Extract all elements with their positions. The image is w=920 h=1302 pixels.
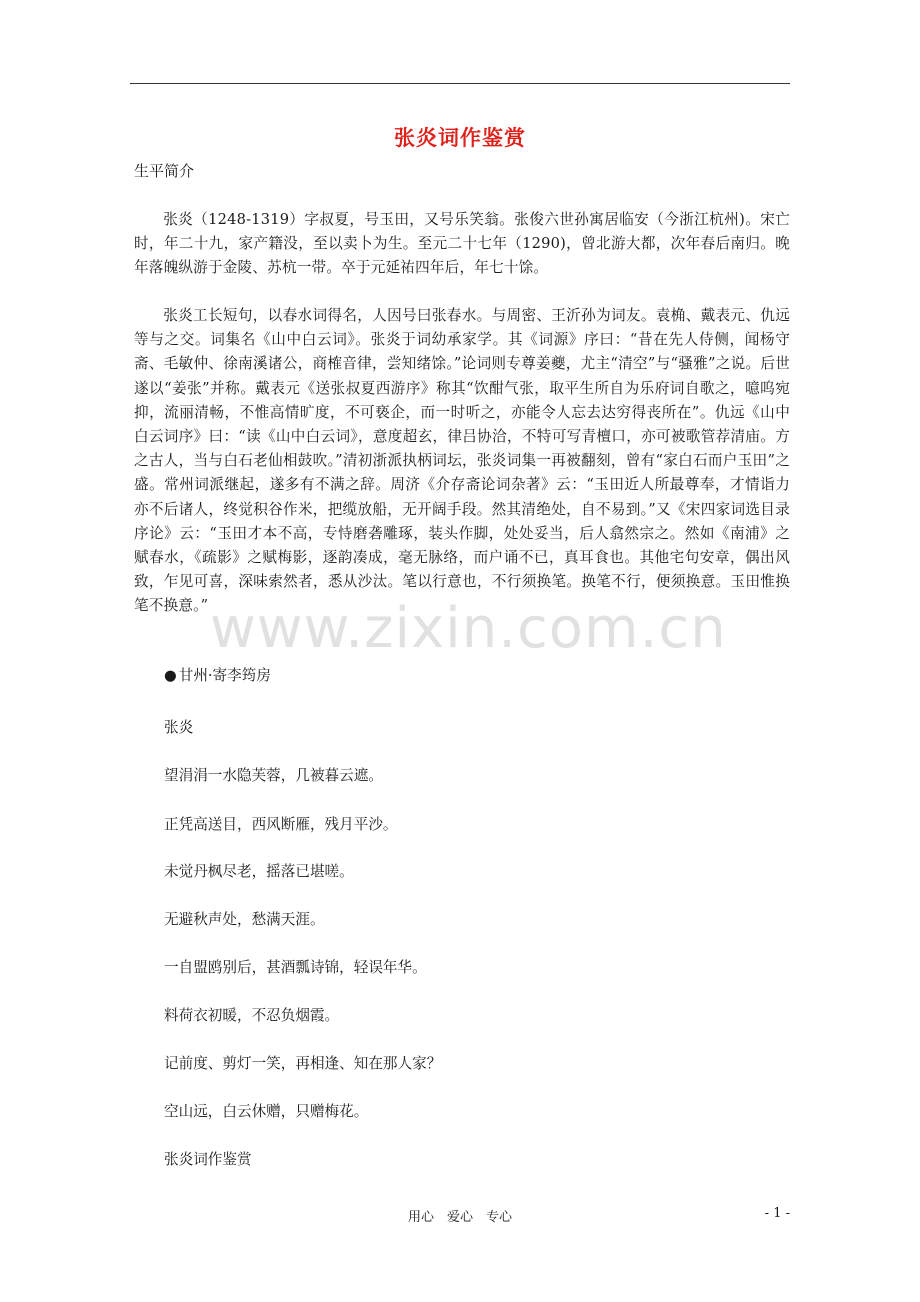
poem-line-7: 记前度、剪灯一笑，再相逢、知在那人家？ [164, 1055, 442, 1072]
poem-title: 甘州·寄李筠房 [178, 667, 271, 684]
poem-line-5: 一自盟鸥别后，甚酒瓢诗锦，轻误年华。 [164, 959, 427, 976]
poem-line-8: 空山远，白云休赠，只赠梅花。 [164, 1103, 369, 1120]
poem-line-2: 正凭高送目，西风断雁，残月平沙。 [164, 816, 398, 833]
poem-line-6: 料荷衣初暖，不忍负烟霞。 [164, 1007, 340, 1024]
poem-line-3: 未觉丹枫尽老，摇落已堪嗟。 [164, 863, 354, 880]
header-rule [130, 83, 790, 84]
bullet-icon: ● [164, 667, 177, 684]
watermark: www.zixin.com.cn [210, 596, 727, 661]
document-title: 张炎词作鉴赏 [394, 125, 526, 150]
page-number: - 1 - [764, 1206, 790, 1221]
poem-line-1: 望涓涓一水隐芙蓉，几被暮云遮。 [164, 767, 383, 784]
poem-line-4: 无避秋声处，愁满天涯。 [164, 911, 325, 928]
footer-motto: 用心 爱心 专心 [407, 1210, 512, 1225]
poem-title-line [164, 666, 271, 686]
biography-paragraph-1: 张炎（1248-1319）字叔夏，号玉田，又号乐笑翁。张俊六世孙寓居临安（今浙江杭州)。宋亡时，年二十九，家产籍没，至以卖卜为生。至元二十七年（1290)，曾北游大都，次年春后南归。晚年落魄纵游于金陵、苏杭一带。卒于元延祐四年后，年七十馀。 [134, 211, 790, 277]
closing-heading: 张炎词作鉴赏 [164, 1151, 252, 1168]
biography-paragraph-2: 张炎工长短句，以春水词得名，人因号曰张春水。与周密、王沂孙为词友。袁桷、戴表元、仇远等与之交。词集名《山中白云词》。张炎于词幼承家学。其《词源》序曰：“昔在先人侍侧，闻杨守斋、毛敏仲、徐南溪诸公，商榷音律，尝知绪馀。”论词则专尊姜夔，尤主“清空”与“骚雅”之说。后世遂以“姜张”并称。戴表元《送张叔夏西游序》称其“饮酣气张，取平生所自为乐府词自歌之，噫呜宛抑，流丽清畅，不惟高情旷度，不可亵企，而一时听之，亦能令人忘去达穷得丧所在”。仇远《山中白云词序》曰：“读《山中白云词》，意度超玄，律吕协洽，不特可写青檀口，亦可被歌管荐清庙。方之古人，当与白石老仙相鼓吹。”清初浙派执柄词坛，张炎词集一再被翻刻，曾有“家白石而户玉田”之盛。常州词派继起，遂多有不满之辞。周济《介存斋论词杂著》云：“玉田近人所最尊奉，才情诣力亦不后诸人，终觉积谷作米，把缆放船，无开阔手段。然其清绝处，自不易到。”又《宋四家词选目录序论》云：“玉田才本不高，专恃磨砻雕琢，装头作脚，处处妥当，后人翕然宗之。然如《南浦》之赋春水，《疏影》之赋梅影，逐韵凑成，毫无脉络，而户诵不已，真耳食也。其他宅句安章，偶出风致，乍见可喜，深味索然者，悉从沙汰。笔以行意也，不行须换笔。换笔不行，便须换意。玉田惟换笔不换意。” [134, 307, 790, 615]
section-heading: 生平简介 [134, 162, 195, 180]
poem-author: 张炎 [164, 719, 194, 736]
